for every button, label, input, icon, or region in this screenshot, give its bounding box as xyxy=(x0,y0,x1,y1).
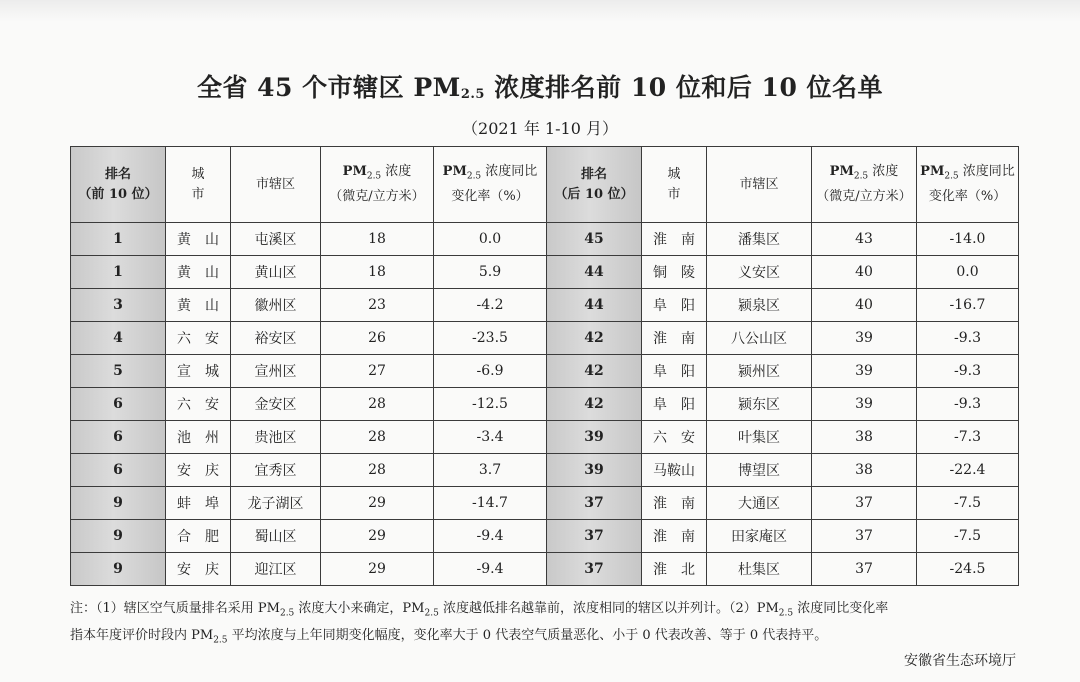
district-cell: 龙子湖区 xyxy=(231,487,321,520)
concentration-cell: 29 xyxy=(321,553,434,586)
concentration-cell: 26 xyxy=(321,322,434,355)
rank-top-cell: 6 xyxy=(71,454,166,487)
change-rate-cell: -12.5 xyxy=(434,388,547,421)
table-row xyxy=(71,223,1019,256)
change-rate-cell: 0.0 xyxy=(434,223,547,256)
concentration-cell: 23 xyxy=(321,289,434,322)
city-cell: 合 肥 xyxy=(166,520,231,553)
change-rate-cell: 3.7 xyxy=(434,454,547,487)
table-body xyxy=(71,223,1019,586)
footnote-line-1: 注：（1）辖区空气质量排名采用 $PM_{2.5}$ 浓度大小来确定，$PM_{2.5}$ 浓度越低排名越靠前，浓度相同的辖区以并列计。$(2)PM_{2.5}$ 浓度同比变化率 xyxy=(70,601,889,619)
rank-top-cell: 9 xyxy=(71,553,166,586)
concentration-cell: 37 xyxy=(812,520,917,553)
issuing-organization: 安徽省生态环境厅 xyxy=(904,653,1016,669)
city-cell: 淮 南 xyxy=(642,520,707,553)
district-cell: 蜀山区 xyxy=(231,520,321,553)
change-rate-cell: 0.0 xyxy=(917,256,1019,289)
district-cell: 大通区 xyxy=(707,487,812,520)
city-cell: 淮 北 xyxy=(642,553,707,586)
concentration-cell: 28 xyxy=(321,388,434,421)
district-cell: 叶集区 xyxy=(707,421,812,454)
change-rate-cell: -6.9 xyxy=(434,355,547,388)
change-rate-cell: -4.2 xyxy=(434,289,547,322)
change-rate-cell: -7.5 xyxy=(917,520,1019,553)
header-rank-top: 排名 （前 10 位） xyxy=(71,147,166,223)
concentration-cell: 43 xyxy=(812,223,917,256)
district-cell: 杜集区 xyxy=(707,553,812,586)
city-cell: 淮 南 xyxy=(642,223,707,256)
table-row xyxy=(71,388,1019,421)
change-rate-cell: -7.5 xyxy=(917,487,1019,520)
district-cell: 博望区 xyxy=(707,454,812,487)
rank-bottom-cell: 45 xyxy=(547,223,642,256)
concentration-cell: 37 xyxy=(812,487,917,520)
district-cell: 颍州区 xyxy=(707,355,812,388)
city-cell: 马鞍山 xyxy=(642,454,707,487)
rank-bottom-cell: 37 xyxy=(547,553,642,586)
table-row xyxy=(71,454,1019,487)
city-cell: 六 安 xyxy=(166,388,231,421)
footnote-line-2: 指本年度评价时段内 $PM_{2.5}$ 平均浓度与上年同期变化幅度，变化率大于 0 代表空气质量恶化、小于 0 代表改善、等于 0 代表持平。 xyxy=(70,627,828,646)
change-rate-cell: -23.5 xyxy=(434,322,547,355)
change-rate-cell: -14.0 xyxy=(917,223,1019,256)
district-cell: 宣州区 xyxy=(231,355,321,388)
city-cell: 阜 阳 xyxy=(642,289,707,322)
table-row xyxy=(71,322,1019,355)
city-cell: 淮 南 xyxy=(642,322,707,355)
district-cell: 八公山区 xyxy=(707,322,812,355)
district-cell: 颍东区 xyxy=(707,388,812,421)
rank-bottom-cell: 44 xyxy=(547,289,642,322)
city-cell: 池 州 xyxy=(166,421,231,454)
district-cell: 贵池区 xyxy=(231,421,321,454)
rank-bottom-cell: 39 xyxy=(547,454,642,487)
rank-top-cell: 5 xyxy=(71,355,166,388)
city-cell: 淮 南 xyxy=(642,487,707,520)
district-cell: 金安区 xyxy=(231,388,321,421)
rank-bottom-cell: 39 xyxy=(547,421,642,454)
rank-bottom-cell: 42 xyxy=(547,322,642,355)
change-rate-cell: -3.4 xyxy=(434,421,547,454)
concentration-cell: 39 xyxy=(812,355,917,388)
change-rate-cell: -7.3 xyxy=(917,421,1019,454)
concentration-cell: 28 xyxy=(321,454,434,487)
change-rate-cell: -9.3 xyxy=(917,355,1019,388)
district-cell: 迎江区 xyxy=(231,553,321,586)
district-cell: 黄山区 xyxy=(231,256,321,289)
concentration-cell: 29 xyxy=(321,520,434,553)
rank-top-cell: 3 xyxy=(71,289,166,322)
header-change-rate-b: $PM_{2.5}$ 浓度同比 变化率（%） xyxy=(917,147,1019,223)
concentration-cell: 40 xyxy=(812,256,917,289)
table-row xyxy=(71,289,1019,322)
district-cell: 颍泉区 xyxy=(707,289,812,322)
table-row xyxy=(71,256,1019,289)
district-cell: 宜秀区 xyxy=(231,454,321,487)
rank-bottom-cell: 42 xyxy=(547,388,642,421)
change-rate-cell: -16.7 xyxy=(917,289,1019,322)
concentration-cell: 38 xyxy=(812,454,917,487)
table-row xyxy=(71,355,1019,388)
city-cell: 宣 城 xyxy=(166,355,231,388)
rank-top-cell: 9 xyxy=(71,487,166,520)
page-title: 全省 45 个市辖区 $PM_{2.5}$ 浓度排名前 10 位和后 10 位名单 xyxy=(196,73,884,102)
concentration-cell: 40 xyxy=(812,289,917,322)
city-cell: 阜 阳 xyxy=(642,388,707,421)
city-cell: 黄 山 xyxy=(166,289,231,322)
header-city: 城 市 xyxy=(166,147,231,223)
header-district: 市辖区 xyxy=(231,147,321,223)
change-rate-cell: -22.4 xyxy=(917,454,1019,487)
city-cell: 黄 山 xyxy=(166,223,231,256)
ranking-table xyxy=(70,146,1019,586)
table-header-row xyxy=(71,147,1019,223)
header-district-b: 市辖区 xyxy=(707,147,812,223)
table-row xyxy=(71,421,1019,454)
concentration-cell: 38 xyxy=(812,421,917,454)
district-cell: 田家庵区 xyxy=(707,520,812,553)
scan-shadow xyxy=(0,0,1080,22)
table-row xyxy=(71,487,1019,520)
city-cell: 黄 山 xyxy=(166,256,231,289)
city-cell: 铜 陵 xyxy=(642,256,707,289)
footnote xyxy=(70,598,1020,651)
concentration-cell: 37 xyxy=(812,553,917,586)
rank-top-cell: 1 xyxy=(71,256,166,289)
change-rate-cell: -24.5 xyxy=(917,553,1019,586)
rank-top-cell: 1 xyxy=(71,223,166,256)
concentration-cell: 29 xyxy=(321,487,434,520)
district-cell: 潘集区 xyxy=(707,223,812,256)
table-row xyxy=(71,553,1019,586)
rank-top-cell: 9 xyxy=(71,520,166,553)
city-cell: 六 安 xyxy=(166,322,231,355)
header-concentration-b: $PM_{2.5}$ 浓度 （微克/立方米） xyxy=(812,147,917,223)
city-cell: 蚌 埠 xyxy=(166,487,231,520)
rank-top-cell: 6 xyxy=(71,388,166,421)
change-rate-cell: -9.3 xyxy=(917,322,1019,355)
change-rate-cell: -9.4 xyxy=(434,553,547,586)
city-cell: 安 庆 xyxy=(166,553,231,586)
concentration-cell: 27 xyxy=(321,355,434,388)
page-subtitle: （2021 年 1-10 月） xyxy=(462,119,618,138)
change-rate-cell: -14.7 xyxy=(434,487,547,520)
rank-bottom-cell: 37 xyxy=(547,487,642,520)
district-cell: 徽州区 xyxy=(231,289,321,322)
city-cell: 安 庆 xyxy=(166,454,231,487)
city-cell: 阜 阳 xyxy=(642,355,707,388)
rank-bottom-cell: 37 xyxy=(547,520,642,553)
rank-bottom-cell: 42 xyxy=(547,355,642,388)
concentration-cell: 39 xyxy=(812,388,917,421)
district-cell: 屯溪区 xyxy=(231,223,321,256)
rank-top-cell: 6 xyxy=(71,421,166,454)
concentration-cell: 28 xyxy=(321,421,434,454)
header-concentration: $PM_{2.5}$ 浓度 （微克/立方米） xyxy=(321,147,434,223)
change-rate-cell: 5.9 xyxy=(434,256,547,289)
header-city-b: 城 市 xyxy=(642,147,707,223)
district-cell: 义安区 xyxy=(707,256,812,289)
concentration-cell: 18 xyxy=(321,223,434,256)
header-rank-bottom: 排名 （后 10 位） xyxy=(547,147,642,223)
change-rate-cell: -9.3 xyxy=(917,388,1019,421)
city-cell: 六 安 xyxy=(642,421,707,454)
table-row xyxy=(71,520,1019,553)
rank-bottom-cell: 44 xyxy=(547,256,642,289)
header-change-rate: $PM_{2.5}$ 浓度同比 变化率（%） xyxy=(434,147,547,223)
rank-top-cell: 4 xyxy=(71,322,166,355)
concentration-cell: 18 xyxy=(321,256,434,289)
concentration-cell: 39 xyxy=(812,322,917,355)
change-rate-cell: -9.4 xyxy=(434,520,547,553)
district-cell: 裕安区 xyxy=(231,322,321,355)
